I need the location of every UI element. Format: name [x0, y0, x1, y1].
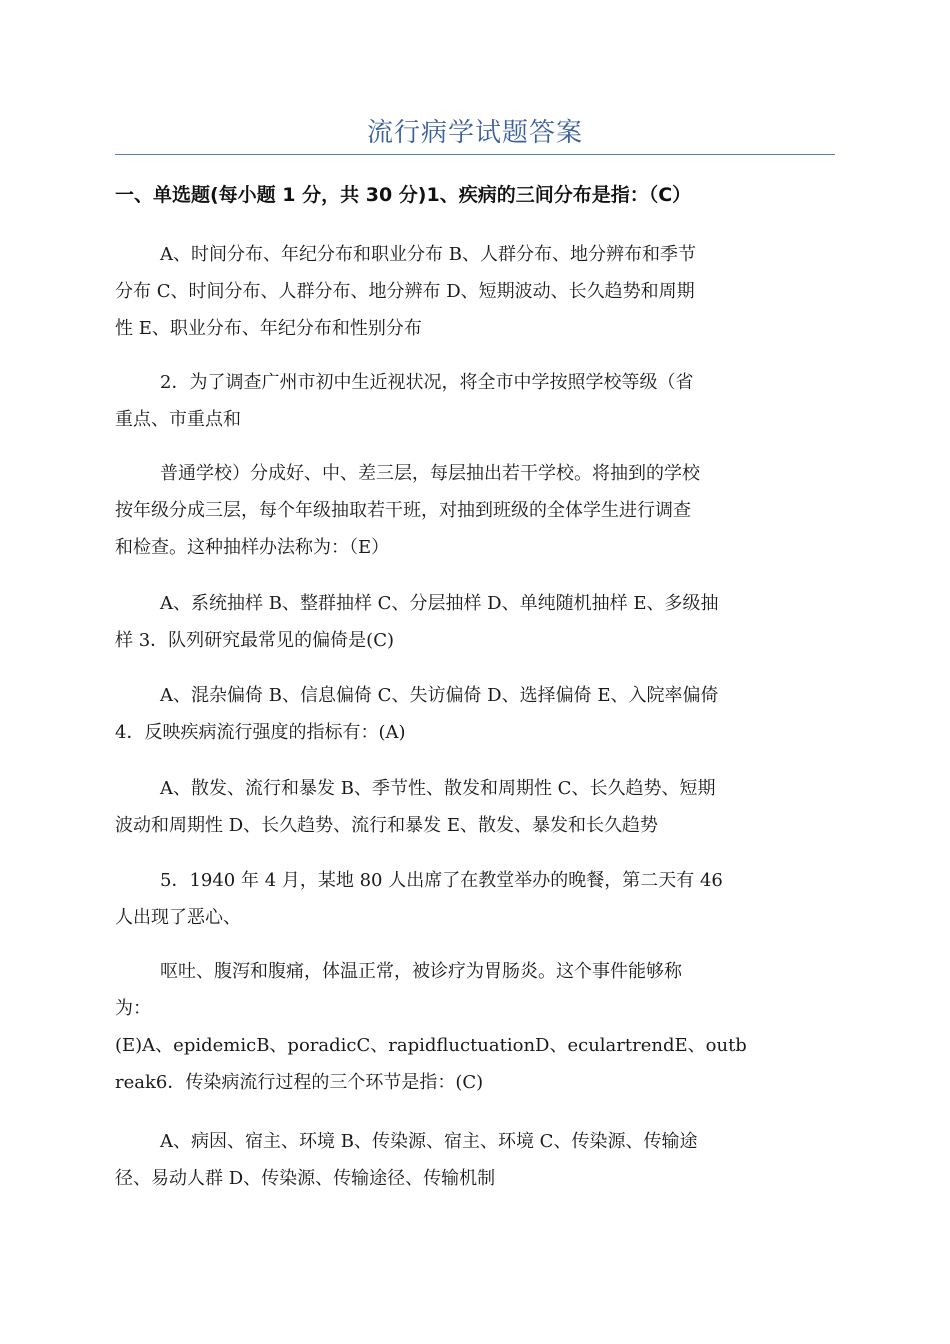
title-underline	[115, 154, 835, 155]
text-line: reak6．传染病流行过程的三个环节是指：(C)	[115, 1072, 484, 1093]
text-line: 人出现了恶心、	[115, 907, 241, 928]
text-line: A、时间分布、年纪分布和职业分布 B、人群分布、地分辨布和季节	[160, 244, 696, 265]
text-line: 呕吐、腹泻和腹痛，体温正常，被诊疗为胃肠炎。这个事件能够称	[160, 961, 682, 982]
text-line: 波动和周期性 D、长久趋势、流行和暴发 E、散发、暴发和长久趋势	[115, 815, 659, 836]
question-2-options	[115, 585, 835, 659]
document-title: 流行病学试题答案	[366, 118, 583, 148]
section-heading: 一、单选题(每小题 1 分，共 30 分)1、疾病的三间分布是指：（C）	[115, 184, 692, 206]
question-4-options	[115, 770, 835, 844]
text-line: 5．1940 年 4 月，某地 80 人出席了在教堂举办的晚餐，第二天有 46	[160, 870, 723, 891]
question-2-stem-continued	[115, 455, 835, 566]
text-line: 2．为了调查广州市初中生近视状况，将全市中学按照学校等级（省	[160, 372, 694, 393]
question-3-options	[115, 677, 835, 751]
text-line: 径、易动人群 D、传染源、传输途径、传输机制	[115, 1168, 496, 1189]
text-line: 和检查。这种抽样办法称为：（E）	[115, 537, 390, 558]
text-line: A、系统抽样 B、整群抽样 C、分层抽样 D、单纯随机抽样 E、多级抽	[160, 593, 719, 614]
text-line: 普通学校）分成好、中、差三层，每层抽出若干学校。将抽到的学校	[160, 463, 700, 484]
question-2-stem	[115, 364, 835, 438]
text-line: 重点、市重点和	[115, 409, 241, 430]
text-line: A、散发、流行和暴发 B、季节性、散发和周期性 C、长久趋势、短期	[160, 778, 716, 799]
text-line: A、病因、宿主、环境 B、传染源、宿主、环境 C、传染源、传输途	[160, 1131, 698, 1152]
text-line: 性 E、职业分布、年纪分布和性别分布	[115, 318, 422, 339]
question-1-options	[115, 236, 835, 347]
text-line: (E)A、epidemicB、poradicC、rapidfluctuationD、eculartrendE、outb	[115, 1035, 747, 1056]
question-5-stem	[115, 862, 835, 936]
question-6-options	[115, 1123, 835, 1197]
text-line: A、混杂偏倚 B、信息偏倚 C、失访偏倚 D、选择偏倚 E、入院率偏倚	[160, 685, 719, 706]
text-line: 4．反映疾病流行强度的指标有：(A)	[115, 722, 406, 743]
text-line: 样 3．队列研究最常见的偏倚是(C)	[115, 630, 394, 651]
question-5-stem-continued	[115, 953, 835, 1101]
text-line: 按年级分成三层，每个年级抽取若干班，对抽到班级的全体学生进行调查	[115, 500, 691, 521]
text-line: 为：	[115, 998, 151, 1019]
text-line: 分布 C、时间分布、人群分布、地分辨布 D、短期波动、长久趋势和周期	[115, 281, 695, 302]
